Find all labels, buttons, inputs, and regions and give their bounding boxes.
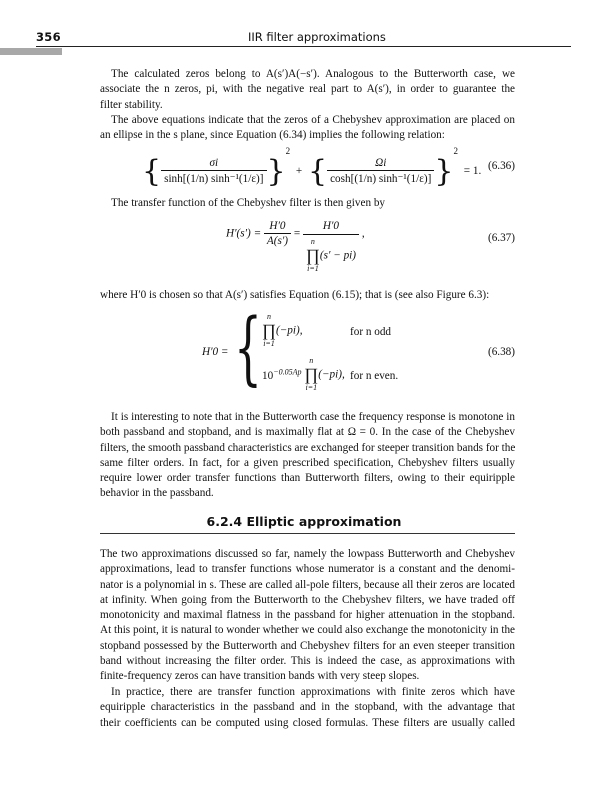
equation-6-38: H′0 = { n ∏ i=1 (−pi), for n odd $10^{-0.05Ap}$ n ∏ i=1 (−pi), for n even. (6.38)	[202, 301, 515, 394]
equation-number: (6.37)	[487, 232, 515, 244]
running-header	[0, 30, 608, 46]
header-tab-bar	[0, 48, 62, 55]
intro-block	[100, 67, 515, 143]
paragraph-practice: In practice, there are transfer function approximations with finite zeros which have equiripple characteristics in the passband and in the stopband, with the advantage that their coefficients can be computed using closed formulas. These filters are usually called	[100, 686, 515, 729]
equation-number: (6.36)	[487, 160, 515, 172]
equation-6-36: { $\frac{\sigma i}{\text{sinh[(1/n) sinh⁻¹(1/ε)]}}$ }$^2$ + { $\frac{\Omega i}{\text{cosh[(1/n) sinh⁻¹(1/ε)]}}$ }$^2$ = 1. (6.36)	[142, 146, 515, 189]
where-line: where H′0 is chosen so that A(s′) satisfies Equation (6.15); that is (see also Figure 6.3):	[100, 289, 490, 301]
section-title: 6.2.4 Elliptic approximation	[206, 514, 402, 529]
equation-number: (6.38)	[487, 346, 515, 358]
paragraph-zeros: The calculated zeros belong to A(s′)A(−s′). Analogous to the Butterworth case, we associate the n zeros, pi, with the negative real part to A(s′), in order to guarantee the filter stability.	[100, 68, 515, 111]
header-rule	[36, 46, 571, 47]
section-rule	[100, 533, 515, 534]
paragraph-ellipse: The above equations indicate that the zeros of a Chebyshev approximation are placed on an ellipse in the s plane, since Equation (6.34) implies the following relation:	[100, 113, 515, 142]
equation-6-37: H′(s′) = $\frac{H'0}{A(s')}$ = H′0 n ∏ i=1 (s′ − pi) , (6.37)	[226, 220, 515, 273]
transfer-intro: The transfer function of the Chebyshev filter is then given by	[111, 197, 386, 209]
page-number: 356	[36, 30, 61, 44]
paragraph-elliptic: The two approximations discussed so far, namely the lowpass Butterworth and Chebyshev approximations, lead to transfer functions whose numerator is a constant and the denomi- nator is a polynomial in s. These are called all-pole filters, because all their zeros are located at infinity. When going from the Butterworth to the Chebyshev filters, we have traded off monotonicity and maximal flatness in the passband for higher attenuation in the stopband. At this point, it is natural to wonder whether we could also exchange the monotonicity in the stopband possessed by the Butterworth and Chebyshev filters for an even steeper transition band without increasing the filter order. This is indeed the case, as approximations with finite-frequency zeros can have transition bands with very steep slopes.	[100, 548, 515, 683]
running-title: IIR filter approximations	[248, 30, 386, 44]
paragraph-comparison: It is interesting to note that in the Butterworth case the frequency response is monotone in both passband and stopband, and is maximally flat at Ω = 0. In the case of the Chebyshev filters, the smooth passband characteristics are exchanged for steeper transition bands for the same filter orders. In fact, for a given prescribed specification, Chebyshev filters usually require lower order transfer functions than Butterworth filters, owing to their equiripple behavior in the passband.	[100, 411, 516, 500]
